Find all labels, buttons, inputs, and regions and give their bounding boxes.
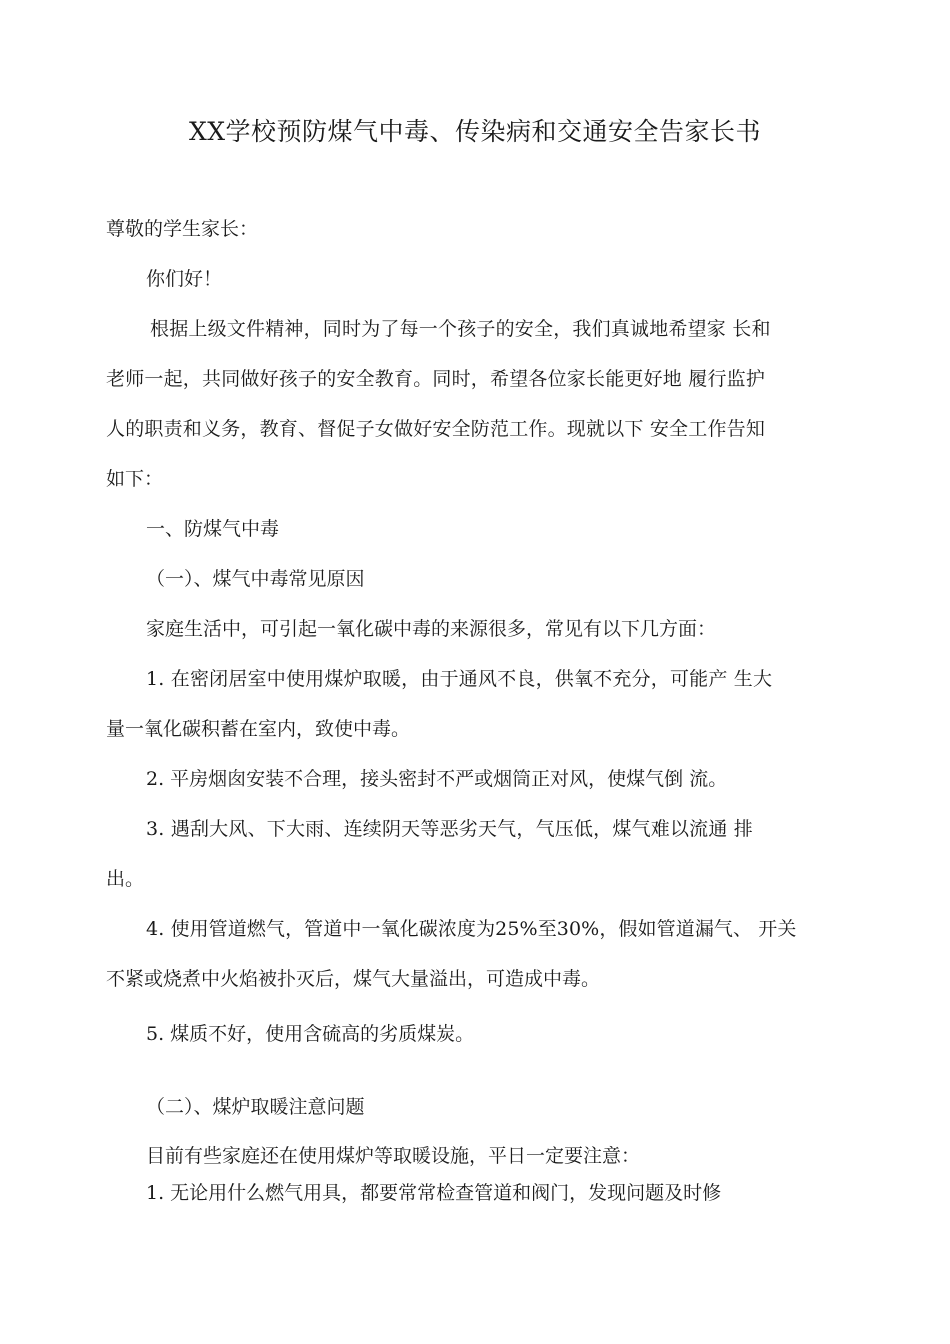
list-item: 5. 煤质不好，使用含硫高的劣质煤炭。 [146,1023,475,1045]
paragraph-line: 家庭生活中，可引起一氧化碳中毒的来源很多，常见有以下几方面： [146,618,717,640]
page-title: XX学校预防煤气中毒、传染病和交通安全告家长书 [188,117,762,146]
greeting: 你们好！ [146,268,223,290]
list-item: 1. 在密闭居室中使用煤炉取暖，由于通风不良，供氧不充分，可能产 生大 [146,668,773,690]
subsection-heading: （二）、煤炉取暖注意问题 [146,1096,365,1118]
list-item: 1. 无论用什么燃气用具，都要常常检查管道和阀门，发现问题及时修 [146,1182,722,1204]
list-item: 4. 使用管道燃气，管道中一氧化碳浓度为25%至30%，假如管道漏气、 开关 [146,918,797,940]
salutation: 尊敬的学生家长： [106,218,259,240]
section-heading: 一、防煤气中毒 [146,518,280,540]
list-item-continuation: 出。 [106,868,145,890]
list-item-continuation: 不紧或烧煮中火焰被扑灭后，煤气大量溢出，可造成中毒。 [106,968,601,990]
list-item: 2. 平房烟囱安装不合理，接头密封不严或烟筒正对风，使煤气倒 流。 [146,768,728,790]
subsection-heading: （一）、煤气中毒常见原因 [146,568,365,590]
paragraph-line: 老师一起，共同做好孩子的安全教育。同时，希望各位家长能更好地 履行监护 [106,368,766,390]
paragraph-line: 根据上级文件精神，同时为了每一个孩子的安全，我们真诚地希望家 长和 [150,318,771,340]
paragraph-line: 目前有些家庭还在使用煤炉等取暖设施，平日一定要注意： [146,1145,641,1167]
list-item-continuation: 量一氧化碳积蓄在室内，致使中毒。 [106,718,411,740]
paragraph-line: 人的职责和义务，教育、督促子女做好安全防范工作。现就以下 安全工作告知 [106,418,766,440]
list-item: 3. 遇刮大风、下大雨、连续阴天等恶劣天气，气压低，煤气难以流通 排 [146,818,754,840]
paragraph-line: 如下： [106,468,164,490]
